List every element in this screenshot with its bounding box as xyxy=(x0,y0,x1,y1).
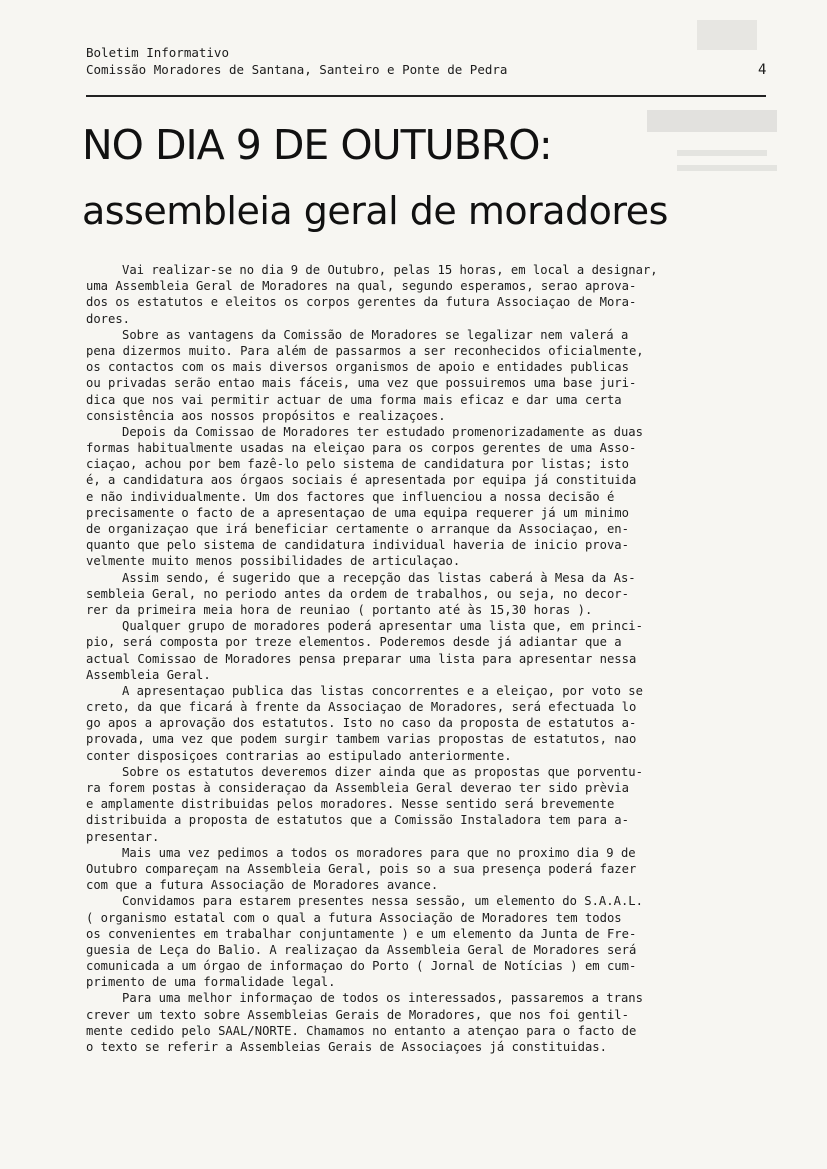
body-line: dores. xyxy=(86,311,131,326)
body-line: primento de uma formalidade legal. xyxy=(86,975,336,990)
body-line: Depois da Comissao de Moradores ter estudado promenorizadamente as duas xyxy=(122,424,643,439)
body-line: com que a futura Associação de Moradores avance. xyxy=(86,878,439,893)
body-line: creto, da que ficará à frente da Associaçao de Moradores, será efectuada lo xyxy=(86,700,637,715)
page-number: 4 xyxy=(758,62,767,78)
article-title xyxy=(82,120,782,236)
body-line: ( organismo estatal com o qual a futura Associação de Moradores tem todos xyxy=(86,910,622,925)
body-line: Para uma melhor informaçao de todos os interessados, passaremos a trans xyxy=(122,991,643,1006)
body-line: dica que nos vai permitir actuar de uma forma mais eficaz e dar uma certa xyxy=(86,392,622,407)
body-line: Sobre os estatutos deveremos dizer ainda que as propostas que porventu- xyxy=(122,764,643,779)
publication-name: Boletim Informativo xyxy=(86,45,229,60)
body-line: Assembleia Geral. xyxy=(86,667,211,682)
body-line: uma Assembleia Geral de Moradores na qual, segundo esperamos, serao aprova- xyxy=(86,279,637,294)
body-line: Convidamos para estarem presentes nessa sessão, um elemento do S.A.A.L. xyxy=(122,894,643,909)
body-line: guesia de Leça do Balio. A realizaçao da Assembleia Geral de Moradores será xyxy=(86,942,637,957)
body-line: Qualquer grupo de moradores poderá apresentar uma lista que, em princi- xyxy=(122,619,643,634)
body-line: os convenientes em trabalhar conjuntamente ) e um elemento da Junta de Fre- xyxy=(86,926,637,941)
body-line: os contactos com os mais diversos organismos de apoio e entidades publicas xyxy=(86,360,629,375)
body-line: conter disposiçoes contrarias ao estipulado anteriormente. xyxy=(86,748,512,763)
body-line: e amplamente distribuidas pelos moradores. Nesse sentido será brevemente xyxy=(86,797,615,812)
body-line: crever um texto sobre Assembleias Gerais de Moradores, que nos foi gentil- xyxy=(86,1007,629,1022)
body-line: distribuida a proposta de estatutos que a Comissão Instaladora tem para a- xyxy=(86,813,629,828)
body-line: pena dizermos muito. Para além de passarmos a ser reconhecidos oficialmente, xyxy=(86,343,644,358)
article-body xyxy=(86,262,786,1055)
body-line: Assim sendo, é sugerido que a recepção das listas caberá à Mesa da As- xyxy=(122,570,636,585)
body-line: Mais uma vez pedimos a todos os moradores para que no proximo dia 9 de xyxy=(122,845,636,860)
body-line: pio, será composta por treze elementos. Poderemos desde já adiantar que a xyxy=(86,635,622,650)
body-line: ra forem postas à consideraçao da Assembleia Geral deverao ter sido prèvia xyxy=(86,781,629,795)
body-line: quanto que pelo sistema de candidatura individual haveria de inicio prova- xyxy=(86,538,629,553)
body-line: o texto se referir a Assembleias Gerais de Associaçoes já constituidas. xyxy=(86,1040,607,1054)
publisher-name: Comissão Moradores de Santana, Santeiro e Ponte de Pedra xyxy=(86,62,508,77)
body-line: comunicada a um órgao de informaçao do Porto ( Jornal de Notícias ) em cum- xyxy=(86,959,637,974)
body-line: precisamente o facto de a apresentaçao de uma equipa requerer já um minimo xyxy=(86,505,629,520)
body-line: velmente muito menos possibilidades de articulaçao. xyxy=(86,554,461,569)
body-line: dos os estatutos e eleitos os corpos gerentes da futura Associaçao de Mora- xyxy=(86,295,637,310)
header-divider xyxy=(86,95,766,97)
title-line-2: assembleia geral de moradores xyxy=(82,189,668,233)
body-line: go apos a aprovação dos estatutos. Isto no caso da proposta de estatutos a- xyxy=(86,716,637,731)
body-line: Outubro compareçam na Assembleia Geral, pois so a sua presença poderá fazer xyxy=(86,861,637,876)
body-line: ou privadas serão entao mais fáceis, uma vez que possuiremos uma base juri- xyxy=(86,376,637,391)
body-line: rer da primeira meia hora de reuniao ( portanto até às 15,30 horas ). xyxy=(86,602,593,617)
body-line: de organizaçao que irá beneficiar certamente o arranque da Associaçao, en- xyxy=(86,522,629,536)
body-line: é, a candidatura aos órgaos sociais é apresentada por equipa já constituida xyxy=(86,473,637,488)
body-line: presentar. xyxy=(86,829,160,844)
body-line: mente cedido pelo SAAL/NORTE. Chamamos no entanto a atençao para o facto de xyxy=(86,1023,637,1038)
body-line: A apresentaçao publica das listas concorrentes e a eleiçao, por voto se xyxy=(122,683,643,698)
body-line: Vai realizar-se no dia 9 de Outubro, pelas 15 horas, em local a designar, xyxy=(122,263,658,277)
body-line: e não individualmente. Um dos factores que influenciou a nossa decisão é xyxy=(86,489,615,504)
body-line: Sobre as vantagens da Comissão de Moradores se legalizar nem valerá a xyxy=(122,327,629,342)
body-line: actual Comissao de Moradores pensa preparar uma lista para apresentar nessa xyxy=(86,651,637,666)
body-line: provada, uma vez que podem surgir tambem varias propostas de estatutos, nao xyxy=(86,732,637,747)
body-line: formas habitualmente usadas na eleiçao para os corpos gerentes de uma Asso- xyxy=(86,441,637,456)
body-line: consistência aos nossos propósitos e realizaçoes. xyxy=(86,408,446,423)
body-line: sembleia Geral, no periodo antes da ordem de trabalhos, ou seja, no decor- xyxy=(86,586,629,601)
newsletter-header xyxy=(86,44,776,78)
body-line: ciaçao, achou por bem fazê-lo pelo sistema de candidatura por listas; isto xyxy=(86,457,629,472)
title-line-1: NO DIA 9 DE OUTUBRO: xyxy=(82,121,552,169)
